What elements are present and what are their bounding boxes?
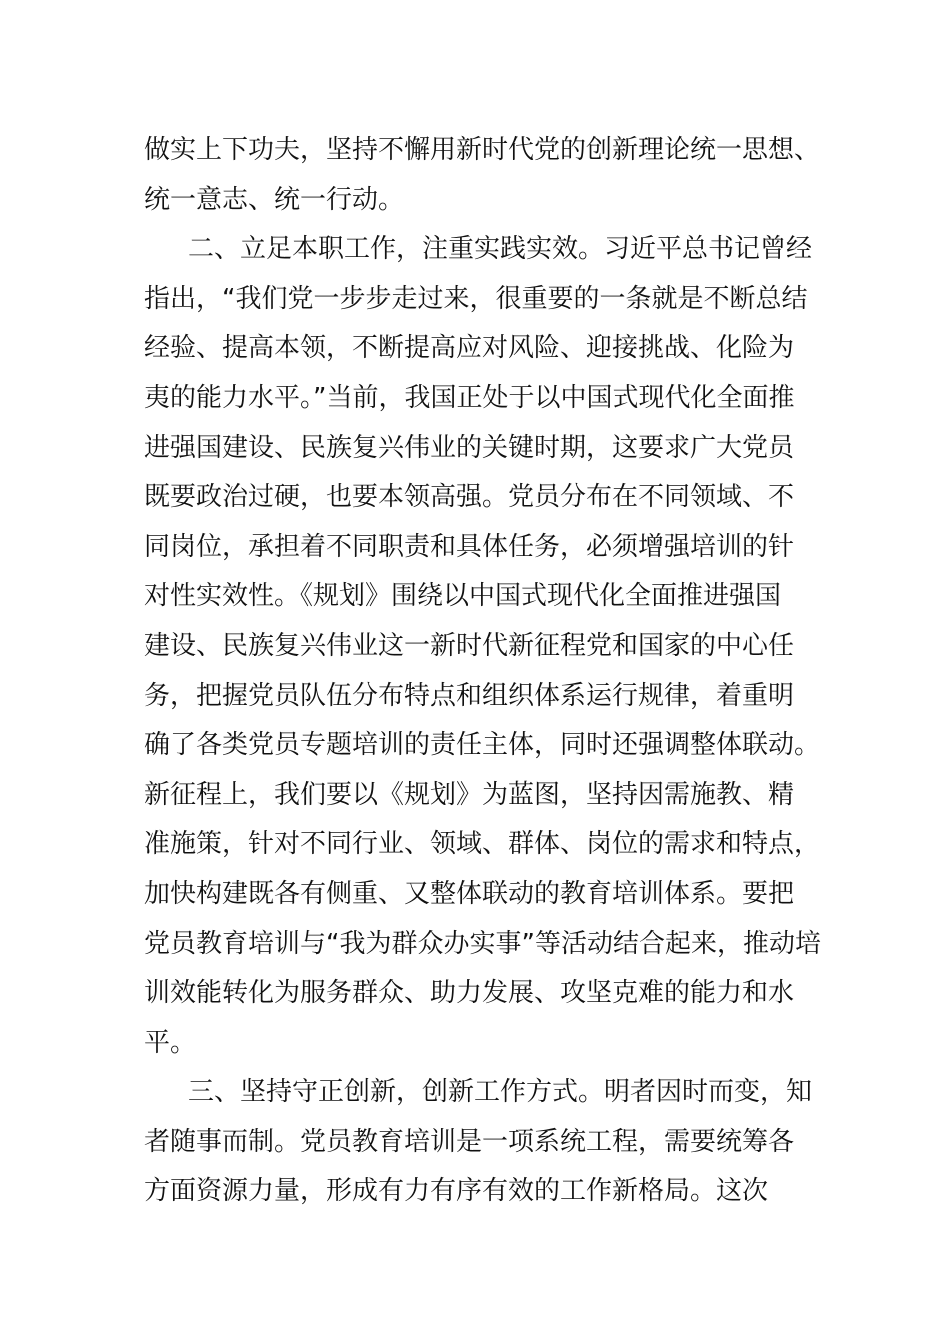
text-line: 新征程上，我们要以《规划》为蓝图，坚持因需施教、精	[144, 779, 795, 810]
text-line: 对性实效性。《规划》围绕以中国式现代化全面推进强国	[144, 581, 782, 612]
text-line: 准施策，针对不同行业、领域、群体、岗位的需求和特点，	[144, 829, 821, 860]
paragraph-heading-line: 三、坚持守正创新，创新工作方式。明者因时而变，知	[188, 1077, 813, 1108]
text-line: 建设、民族复兴伟业这一新时代新征程党和国家的中心任	[144, 630, 795, 661]
body-text	[144, 126, 821, 1217]
text-line: 务，把握党员队伍分布特点和组织体系运行规律，着重明	[144, 680, 795, 711]
text-line: 训效能转化为服务群众、助力发展、攻坚克难的能力和水	[144, 978, 795, 1009]
text-line: 做实上下功夫，坚持不懈用新时代党的创新理论统一思想、	[144, 135, 821, 165]
text-line: 同岗位，承担着不同职责和具体任务，必须增强培训的针	[144, 531, 795, 562]
text-line: 确了各类党员专题培训的责任主体，同时还强调整体联动。	[144, 730, 821, 761]
text-line: 方面资源力量，形成有力有序有效的工作新格局。这次	[144, 1176, 769, 1207]
text-line: 平。	[144, 1027, 197, 1058]
text-line: 党员教育培训与“我为群众办实事”等活动结合起来，推动培	[144, 928, 821, 959]
text-line: 夷的能力水平。”当前，我国正处于以中国式现代化全面推	[144, 382, 795, 413]
text-line: 者随事而制。党员教育培训是一项系统工程，需要统筹各	[144, 1126, 795, 1157]
text-line: 进强国建设、民族复兴伟业的关键时期，这要求广大党员	[144, 432, 795, 463]
text-line: 统一意志、统一行动。	[144, 184, 405, 215]
text-line: 指出，“我们党一步步走过来，很重要的一条就是不断总结	[144, 283, 808, 314]
paragraph-heading-line: 二、立足本职工作，注重实践实效。习近平总书记曾经	[188, 234, 813, 265]
text-line: 加快构建既各有侧重、又整体联动的教育培训体系。要把	[144, 878, 795, 909]
text-line: 既要政治过硬，也要本领高强。党员分布在不同领域、不	[144, 482, 795, 513]
text-line: 经验、提高本领，不断提高应对风险、迎接挑战、化险为	[144, 333, 795, 364]
